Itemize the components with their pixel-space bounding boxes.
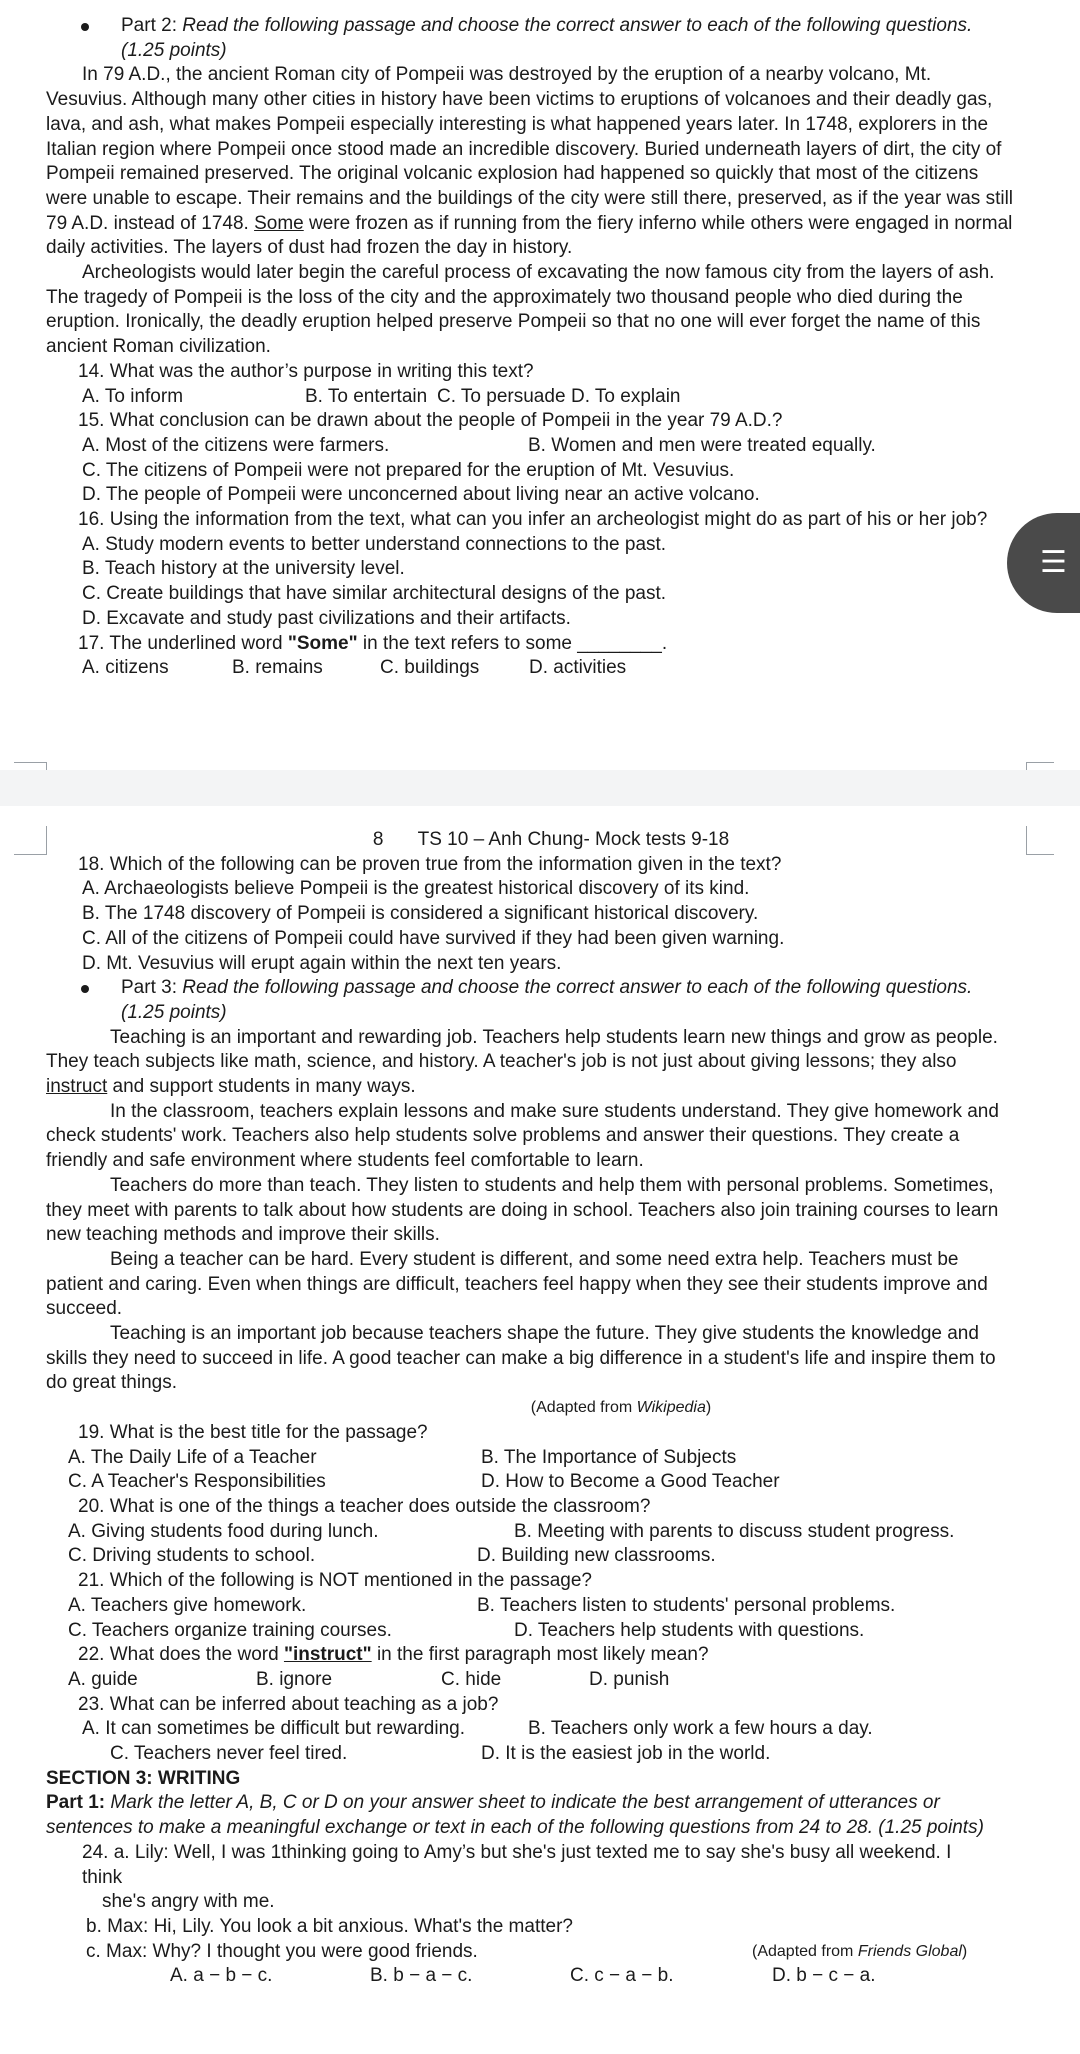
option[interactable]: A. Teachers give homework. bbox=[68, 1594, 307, 1616]
option[interactable]: C. Driving students to school. bbox=[68, 1545, 316, 1567]
underlined-word-some: Some bbox=[254, 212, 304, 234]
question-19-options-row1 bbox=[46, 1446, 1016, 1471]
option[interactable]: C. All of the citizens of Pompeii could have survived if they had been given warning. bbox=[82, 927, 785, 949]
option[interactable]: A. The Daily Life of a Teacher bbox=[68, 1446, 317, 1468]
document-page-2 bbox=[0, 806, 1080, 2054]
question-24-source: (Adapted from Friends Global) bbox=[752, 1942, 968, 1960]
passage2-paragraph-1: Teaching is an important and rewarding job. Teachers help students learn new things and grow as people. They teach subjects like math, science, and history. A teacher's job is not just about giving lessons; they also instruct and support students in many ways. bbox=[46, 1026, 998, 1098]
crop-mark bbox=[1026, 826, 1027, 854]
question-23-options-row1 bbox=[46, 1717, 1016, 1742]
option[interactable]: D. How to Become a Good Teacher bbox=[481, 1471, 780, 1493]
option[interactable]: C. buildings bbox=[380, 657, 480, 679]
option[interactable]: D. punish bbox=[589, 1668, 670, 1690]
option[interactable]: C. To persuade bbox=[437, 385, 566, 407]
question-17: 17. The underlined word "Some" in the text refers to some ________. bbox=[78, 632, 668, 654]
question-22-options bbox=[46, 1668, 1016, 1693]
option[interactable]: B. Women and men were treated equally. bbox=[528, 434, 876, 456]
option[interactable]: B. Teachers only work a few hours a day. bbox=[528, 1718, 873, 1740]
crop-mark bbox=[1026, 762, 1027, 770]
question-24-line-a: 24. a. Lily: Well, I was 1thinking going to Amy’s but she's just texted me to say she's busy all weekend. I think bbox=[82, 1841, 952, 1888]
passage2-source: (Adapted from Wikipedia) bbox=[530, 1399, 712, 1417]
option[interactable]: A. To inform bbox=[82, 385, 184, 407]
option[interactable]: D. Mt. Vesuvius will erupt again within the next ten years. bbox=[82, 952, 562, 974]
option[interactable]: D. Building new classrooms. bbox=[477, 1545, 716, 1567]
passage1-paragraph-2: Archeologists would later begin the careful process of excavating the now famous city from the layers of ash. The tragedy of Pompeii is the loss of the city and the approximately two thousand people who died during the eruption. Ironically, the deadly eruption helped preserve Pompeii so that no one will ever forget the name of this ancient Roman civilization. bbox=[46, 262, 995, 358]
question-19: 19. What is the best title for the passage? bbox=[78, 1421, 428, 1443]
option[interactable]: D. Teachers help students with questions. bbox=[514, 1619, 865, 1641]
option[interactable]: C. Teachers never feel tired. bbox=[110, 1743, 348, 1765]
option[interactable]: D. b − c − a. bbox=[772, 1965, 876, 1987]
option[interactable]: C. c − a − b. bbox=[570, 1965, 674, 1987]
question-20: 20. What is one of the things a teacher does outside the classroom? bbox=[78, 1495, 651, 1517]
question-21: 21. Which of the following is NOT mentioned in the passage? bbox=[78, 1570, 592, 1592]
option[interactable]: C. hide bbox=[441, 1668, 502, 1690]
option[interactable]: D. activities bbox=[529, 657, 627, 679]
option[interactable]: A. Study modern events to better understand connections to the past. bbox=[82, 533, 667, 555]
passage2-paragraph-2: In the classroom, teachers explain lessons and make sure students understand. They give homework and check students' work. Teachers also help students solve problems and answer their questions. They create a friendly and safe environment where students feel comfortable to learn. bbox=[46, 1100, 999, 1172]
question-18: 18. Which of the following can be proven true from the information given in the text? bbox=[78, 853, 782, 875]
option[interactable]: D. Excavate and study past civilizations and their artifacts. bbox=[82, 607, 571, 629]
passage2-paragraph-4: Being a teacher can be hard. Every student is different, and some need extra help. Teachers must be patient and caring. Even when things are difficult, teachers feel happy when they see their students improve and succeed. bbox=[46, 1248, 988, 1320]
option[interactable]: B. Teach history at the university level. bbox=[82, 558, 405, 580]
option[interactable]: B. b − a − c. bbox=[370, 1965, 473, 1987]
writing-part1-heading: Part 1: Mark the letter A, B, C or D on your answer sheet to indicate the best arrangement of utterances or sentences to make a meaningful exchange or text in each of the following questions from 24 to 28. (1.25 points) bbox=[46, 1792, 984, 1839]
part3-heading: Part 3: Read the following passage and choose the correct answer to each of the following questions. (1.25 points) bbox=[46, 976, 1016, 1025]
question-24-options bbox=[46, 1964, 1016, 1989]
crop-mark bbox=[1026, 854, 1054, 855]
passage2-paragraph-3: Teachers do more than teach. They listen to students and help them with personal problems. Sometimes, they meet with parents to talk about how students are doing in school. Teachers also join training courses to learn new teaching methods and improve their skills. bbox=[46, 1174, 999, 1246]
section-3-heading: SECTION 3: WRITING bbox=[46, 1767, 241, 1789]
option[interactable]: A. a − b − c. bbox=[170, 1965, 273, 1987]
document-page-1 bbox=[0, 0, 1080, 770]
question-24-line-b: b. Max: Hi, Lily. You look a bit anxious. What's the matter? bbox=[86, 1915, 573, 1937]
option[interactable]: A. Giving students food during lunch. bbox=[68, 1520, 379, 1542]
option[interactable]: B. The 1748 discovery of Pompeii is considered a significant historical discovery. bbox=[82, 903, 759, 925]
option[interactable]: A. guide bbox=[68, 1668, 138, 1690]
question-21-options-row1 bbox=[46, 1594, 1016, 1619]
question-20-options-row2 bbox=[46, 1544, 1016, 1569]
option[interactable]: B. Teachers listen to students' personal problems. bbox=[477, 1594, 896, 1616]
page-gap bbox=[0, 770, 1080, 806]
option[interactable]: B. Meeting with parents to discuss student progress. bbox=[514, 1520, 955, 1542]
option[interactable]: B. To entertain bbox=[305, 385, 428, 407]
option[interactable]: C. Teachers organize training courses. bbox=[68, 1619, 392, 1641]
question-23-options-row2 bbox=[46, 1742, 1016, 1767]
option[interactable]: A. citizens bbox=[82, 657, 169, 679]
crop-mark bbox=[14, 854, 47, 855]
passage1-paragraph-1: In 79 A.D., the ancient Roman city of Pompeii was destroyed by the eruption of a nearby volcano, Mt. Vesuvius. Although many other cities in history have been victims to eruptions of volcanoes and their deadly gas, lava, and ash, what makes Pompeii especially interesting is what happened years later. In 1748, explorers in the Italian region where Pompeii once stood made an incredible discovery. Buried underneath layers of dirt, the city of Pompeii remained preserved. The original volcanic explosion had happened so quickly that most of the citizens were unable to escape. Their remains and the buildings of the city were still there, preserved, as if the year was still 79 A.D. instead of 1748. Some were frozen as if running from the fiery inferno while others were engaged in normal daily activities. The layers of dust had frozen the day in history. bbox=[46, 64, 1014, 259]
question-19-options-row2 bbox=[46, 1470, 1016, 1495]
page-header bbox=[46, 828, 1016, 853]
option[interactable]: D. It is the easiest job in the world. bbox=[481, 1743, 771, 1765]
question-15-options-row1 bbox=[46, 434, 1016, 459]
option[interactable]: B. ignore bbox=[256, 1668, 333, 1690]
option[interactable]: C. Create buildings that have similar architectural designs of the past. bbox=[82, 583, 667, 605]
option[interactable]: C. A Teacher's Responsibilities bbox=[68, 1471, 326, 1493]
page-number: 8 bbox=[372, 829, 384, 850]
option[interactable]: A. Archaeologists believe Pompeii is the greatest historical discovery of its kind. bbox=[82, 878, 750, 900]
question-20-options-row1 bbox=[46, 1520, 1016, 1545]
question-14-options bbox=[46, 385, 1016, 410]
bullet-icon bbox=[81, 23, 89, 31]
option[interactable]: B. The Importance of Subjects bbox=[481, 1446, 737, 1468]
question-24-line-c-row bbox=[46, 1940, 1016, 1965]
part2-heading: Part 2: Read the following passage and choose the correct answer to each of the following questions. (1.25 points) bbox=[46, 14, 1016, 63]
question-23: 23. What can be inferred about teaching as a job? bbox=[78, 1693, 499, 1715]
option[interactable]: D. The people of Pompeii were unconcerned about living near an active volcano. bbox=[82, 484, 760, 506]
question-21-options-row2 bbox=[46, 1619, 1016, 1644]
option[interactable]: C. The citizens of Pompeii were not prepared for the eruption of Mt. Vesuvius. bbox=[82, 459, 735, 481]
question-24-line-c: c. Max: Why? I thought you were good friends. bbox=[86, 1940, 478, 1962]
option[interactable]: D. To explain bbox=[571, 385, 681, 407]
question-22: 22. What does the word "instruct" in the first paragraph most likely mean? bbox=[78, 1644, 709, 1666]
crop-mark bbox=[46, 762, 47, 770]
question-16: 16. Using the information from the text, what can you infer an archeologist might do as part of his or her job? bbox=[78, 509, 988, 531]
passage2-paragraph-5: Teaching is an important job because teachers shape the future. They give students the knowledge and skills they need to succeed in life. A good teacher can make a big difference in a student's life and inspire them to do great things. bbox=[46, 1323, 996, 1394]
option[interactable]: A. It can sometimes be difficult but rewarding. bbox=[82, 1718, 465, 1740]
underlined-word-instruct: instruct bbox=[46, 1076, 108, 1098]
question-14: 14. What was the author’s purpose in writing this text? bbox=[78, 360, 534, 382]
crop-mark bbox=[1026, 762, 1054, 763]
bullet-icon bbox=[81, 985, 89, 993]
menu-icon: ☰ bbox=[1040, 546, 1067, 579]
crop-mark bbox=[14, 762, 46, 763]
option[interactable]: A. Most of the citizens were farmers. bbox=[82, 434, 390, 456]
question-24-line-a-cont: she's angry with me. bbox=[102, 1891, 275, 1913]
option[interactable]: B. remains bbox=[232, 657, 323, 679]
page-header-title: TS 10 – Anh Chung- Mock tests 9-18 bbox=[417, 829, 730, 850]
question-17-options bbox=[46, 656, 1016, 681]
question-15: 15. What conclusion can be drawn about the people of Pompeii in the year 79 A.D.? bbox=[78, 410, 783, 432]
